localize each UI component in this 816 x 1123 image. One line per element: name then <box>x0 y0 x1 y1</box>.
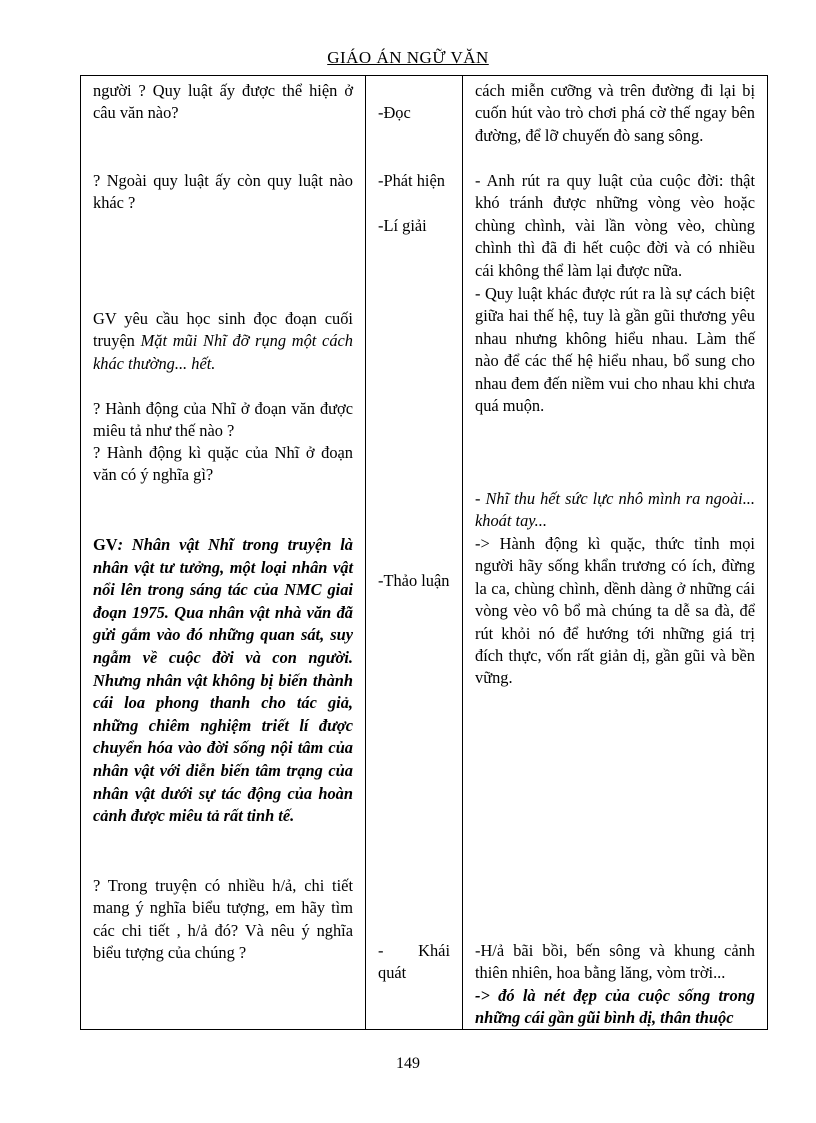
table-row <box>81 76 768 1030</box>
content-symbol-images: -H/ả bãi bồi, bến sông và khung cảnh thiên nhiên, hoa bằng lăng, vòm trời... <box>475 941 755 983</box>
activity-generalize: - Khái quát <box>378 941 450 983</box>
activity-discover: -Phát hiện <box>378 171 445 190</box>
page-header: GIÁO ÁN NGỮ VĂN <box>327 48 489 67</box>
teacher-commentary <box>93 534 353 828</box>
gv-label: GV <box>93 535 118 554</box>
question-other-law: ? Ngoài quy luật ấy còn quy luật nào khác ? <box>93 171 353 213</box>
teacher-activity-cell <box>81 76 366 1030</box>
question-action-meaning: ? Hành động kì quặc của Nhĩ ở đoạn văn có ý nghĩa gì? <box>93 443 353 485</box>
content-action-meaning: -> Hành động kì quặc, thức tỉnh mọi người hãy sống khẩn trương có ích, đừng la ca, chùng chình, dềnh dàng ở những cái vòng vèo vô bổ mà chúng ta dễ sa đà, để rút khỏi nó để hướng tới những giá trị đích thực, vốn rất giản dị, gần gũi và bền vững. <box>475 534 755 688</box>
question-symbols: ? Trong truyện có nhiều h/ả, chi tiết mang ý nghĩa biểu tượng, em hãy tìm các chi tiết , h/ả đó? Và nêu ý nghĩa biểu tượng của chúng ? <box>93 876 353 963</box>
student-activity-cell <box>366 76 463 1030</box>
question-action-description: ? Hành động của Nhĩ ở đoạn văn được miêu tả như thế nào ? <box>93 399 353 441</box>
content-nhi-action: - Nhĩ thu hết sức lực nhô mình ra ngoài... khoát tay... <box>475 489 755 531</box>
gv-text: : Nhân vật Nhĩ trong truyện là nhân vật tư tưởng, một loại nhân vật nổi lên trong sáng tác của NMC giai đoạn 1975. Qua nhân vật nhà văn đã gửi gắm vào đó những quan sát, suy ngẫm về cuộc đời và con người. Nhưng nhân vật không bị biến thành cái loa phong thanh cho tác giả, những chiêm nghiệm triết lí được chuyển hóa vào đời sống nội tâm của nhân vật với diễn biến tâm trạng của nhân vật dưới sự tác động của hoàn cảnh được miêu tả rất tinh tế. <box>93 535 353 826</box>
instruction-read-ending <box>93 308 353 375</box>
instruction-text: GV yêu cầu học sinh đọc đoạn cuối truyện <box>93 309 353 351</box>
content-missed-ferry: cách miễn cưỡng và trên đường đi lại bị cuốn hút vào trò chơi phá cờ thế ngay bên đường, để lỡ chuyến đò sang sông. <box>475 81 755 145</box>
content-symbol-meaning: -> đó là nét đẹp của cuộc sống trong những cái gần gũi bình dị, thân thuộc <box>475 986 755 1028</box>
content-life-law: - Anh rút ra quy luật của cuộc đời: thật khó tránh được những vòng vèo hoặc chùng chình, vài lần vòng vèo, chùng chình thì đã đi hết cuộc đời và có nhiều cái không thể làm lại được nữa. <box>475 171 755 280</box>
activity-explain: -Lí giải <box>378 216 427 235</box>
page-number: 149 <box>396 1055 420 1072</box>
content-generation-gap: - Quy luật khác được rút ra là sự cách biệt giữa hai thế hệ, tuy là gần gũi thương yêu nhau nhưng không hiểu nhau. Làm thế nào để các thế hệ hiểu nhau, bổ sung cho nhau đem đến niềm vui cho nhau khi chưa quá muộn. <box>475 284 755 416</box>
activity-read: -Đọc <box>378 103 411 122</box>
lesson-table <box>80 75 768 1030</box>
activity-discuss: -Thảo luận <box>378 571 450 590</box>
instruction-quote: Mặt mũi Nhĩ đỡ rụng một cách khác thường... hết. <box>93 331 353 373</box>
question-law-sentence: người ? Quy luật ấy được thể hiện ở câu văn nào? <box>93 81 353 123</box>
content-cell <box>463 76 768 1030</box>
